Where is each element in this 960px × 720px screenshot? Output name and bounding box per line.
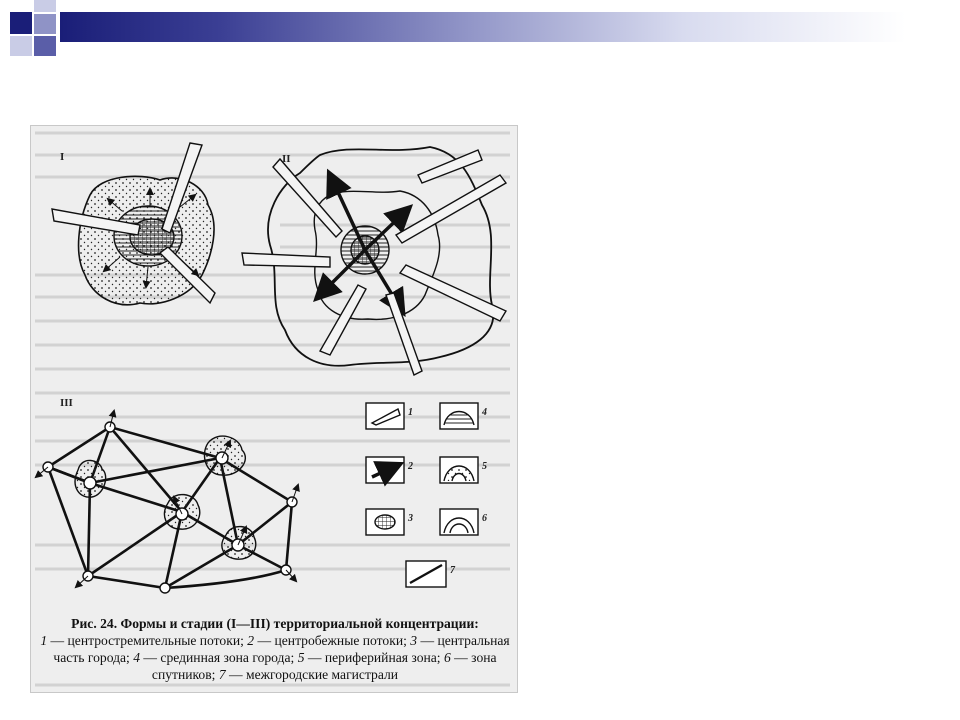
caption-item-5-num: 5 — [297, 650, 305, 665]
legend-num-2: 2 — [408, 461, 413, 472]
caption-item-3-num: 3 — [410, 633, 418, 648]
caption-item-6-num: 6 — [443, 650, 451, 665]
caption-item-7-num: 7 — [218, 667, 226, 682]
stage-label-3: III — [60, 397, 73, 409]
legend-num-3: 3 — [408, 513, 413, 524]
caption-item-2-num: 2 — [247, 633, 255, 648]
header-gradient-bar — [60, 12, 950, 42]
caption-item-4-text: — срединная зона города; — [140, 650, 298, 665]
figure-scan — [30, 125, 518, 693]
caption-item-2-text: — центробежные потоки; — [254, 633, 411, 648]
stage-label-1: I — [60, 151, 65, 163]
stage-3-diagram — [36, 411, 298, 593]
caption-item-1-text: — центростремительные потоки; — [47, 633, 248, 648]
legend — [366, 403, 478, 587]
legend-num-1: 1 — [408, 407, 413, 418]
caption-item-1-num: 1 — [40, 633, 48, 648]
legend-num-6: 6 — [482, 513, 487, 524]
slide-header — [0, 0, 960, 56]
legend-num-7: 7 — [450, 565, 455, 576]
stage-1-diagram — [52, 143, 215, 305]
legend-num-5: 5 — [482, 461, 487, 472]
stage-2-diagram — [242, 147, 506, 375]
caption-item-3-text: — центральная часть города; — [53, 633, 510, 665]
figure-caption — [36, 615, 514, 683]
caption-item-6-text: — зона спутников; — [151, 650, 497, 682]
caption-item-4-num: 4 — [133, 650, 141, 665]
caption-title: Рис. 24. Формы и стадии (I—III) территориальной концентрации: — [71, 616, 479, 631]
stage-label-2: II — [282, 153, 291, 165]
territorial-concentration-diagram — [30, 125, 518, 693]
caption-items — [40, 633, 509, 682]
legend-6-box — [440, 509, 478, 535]
caption-item-7-text: — межгородские магистрали — [225, 667, 399, 682]
stage-3-small-flows — [36, 411, 298, 587]
legend-num-4: 4 — [482, 407, 487, 418]
caption-item-5-text: — периферийная зона; — [304, 650, 444, 665]
